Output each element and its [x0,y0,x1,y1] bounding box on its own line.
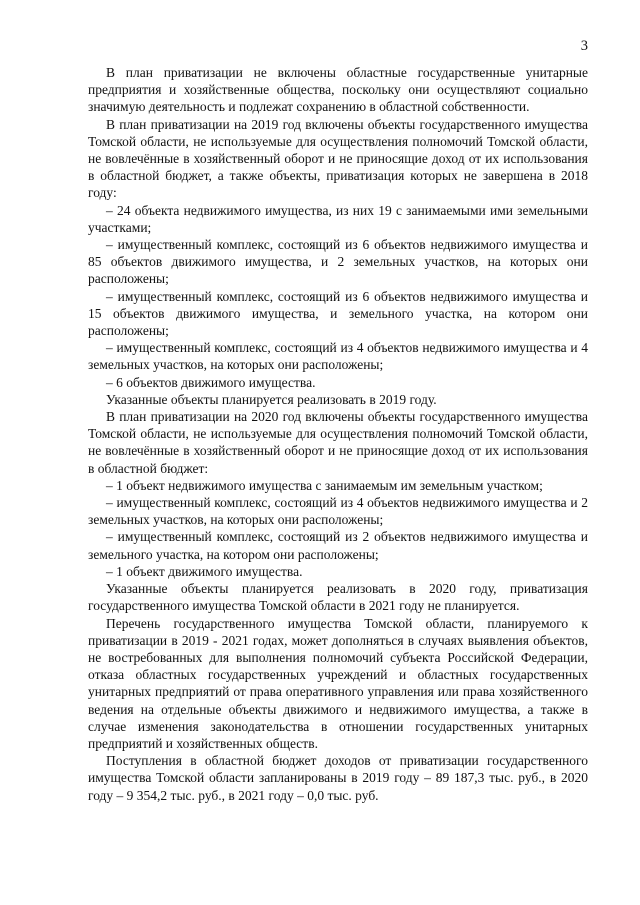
document-body [88,64,588,804]
paragraph-excluded-enterprises: В план приватизации не включены областные государственные унитарные предприятия и хозяйственные общества, поскольку они осуществляют социально значимую деятельность и подлежат сохранению в областной собственности. [88,65,588,115]
list-item-2019-complex-1: – имущественный комплекс, состоящий из 6 объектов недвижимого имущества и 85 объектов движимого имущества, и 2 земельных участков, на которых они расположены; [88,237,588,287]
list-item-2019-complex-2: – имущественный комплекс, состоящий из 6 объектов недвижимого имущества и 15 объектов движимого имущества, и земельного участка, на котором они расположены; [88,288,588,339]
paragraph-plan-2019-intro: В план приватизации на 2019 год включены объекты государственного имущества Томской области, не используемые для осуществления полномочий Томской области, не вовлечённые в хозяйственный оборот и не приносящие доход от их использования в областной бюджет, а также объекты, приватизация которых не завершена в 2018 году: [88,116,588,201]
page-number: 3 [580,38,588,54]
list-item-2019-movable: – 6 объектов движимого имущества. [106,374,316,390]
paragraph-2019-sale: Указанные объекты планируется реализовать в 2019 году. [106,391,437,407]
paragraph-budget-revenue: Поступления в областной бюджет доходов от приватизации государственного имущества Томской области запланированы в 2019 году – 89 187,3 тыс. руб., в 2020 году – 9 354,2 тыс. руб., в 2021 году – 0,0 тыс. руб. [88,753,588,803]
list-item-2020-complex-1: – имущественный комплекс, состоящий из 4 объектов недвижимого имущества и 2 земельных участков, на которых они расположены; [88,495,588,528]
list-item-2020-complex-2: – имущественный комплекс, состоящий из 2 объектов недвижимого имущества и земельного участка, на котором они расположены; [88,529,588,562]
list-item-2020-real-estate: – 1 объект недвижимого имущества с занимаемым им земельным участком; [106,477,543,493]
paragraph-2020-sale: Указанные объекты планируется реализовать в 2020 году, приватизация государственного имущества Томской области в 2021 году не планируется. [88,581,588,614]
list-item-2019-complex-3: – имущественный комплекс, состоящий из 4 объектов недвижимого имущества и 4 земельных участков, на которых они расположены; [88,340,588,373]
paragraph-plan-2020-intro: В план приватизации на 2020 год включены объекты государственного имущества Томской области, не используемые для осуществления полномочий Томской области, не вовлечённые в хозяйственный оборот и не приносящие доход от их использования в областной бюджет: [88,409,588,476]
paragraph-list-extension: Перечень государственного имущества Томской области, планируемого к приватизации в 2019 - 2021 годах, может дополняться в случаях выявления объектов, не востребованных для выполнения полномочий субъекта Российской Федерации, отказа областных государственных учреждений и областных государственных унитарных предприятий от права оперативного управления или права хозяйственного ведения на отдельные объекты движимого и недвижимого имущества, а также в случае изменения законодательства в отношении государственных унитарных предприятий и хозяйственных обществ. [88,615,588,751]
list-item-2019-real-estate: – 24 объекта недвижимого имущества, из них 19 с занимаемыми ими земельными участками; [88,202,588,235]
list-item-2020-movable: – 1 объект движимого имущества. [106,563,303,579]
